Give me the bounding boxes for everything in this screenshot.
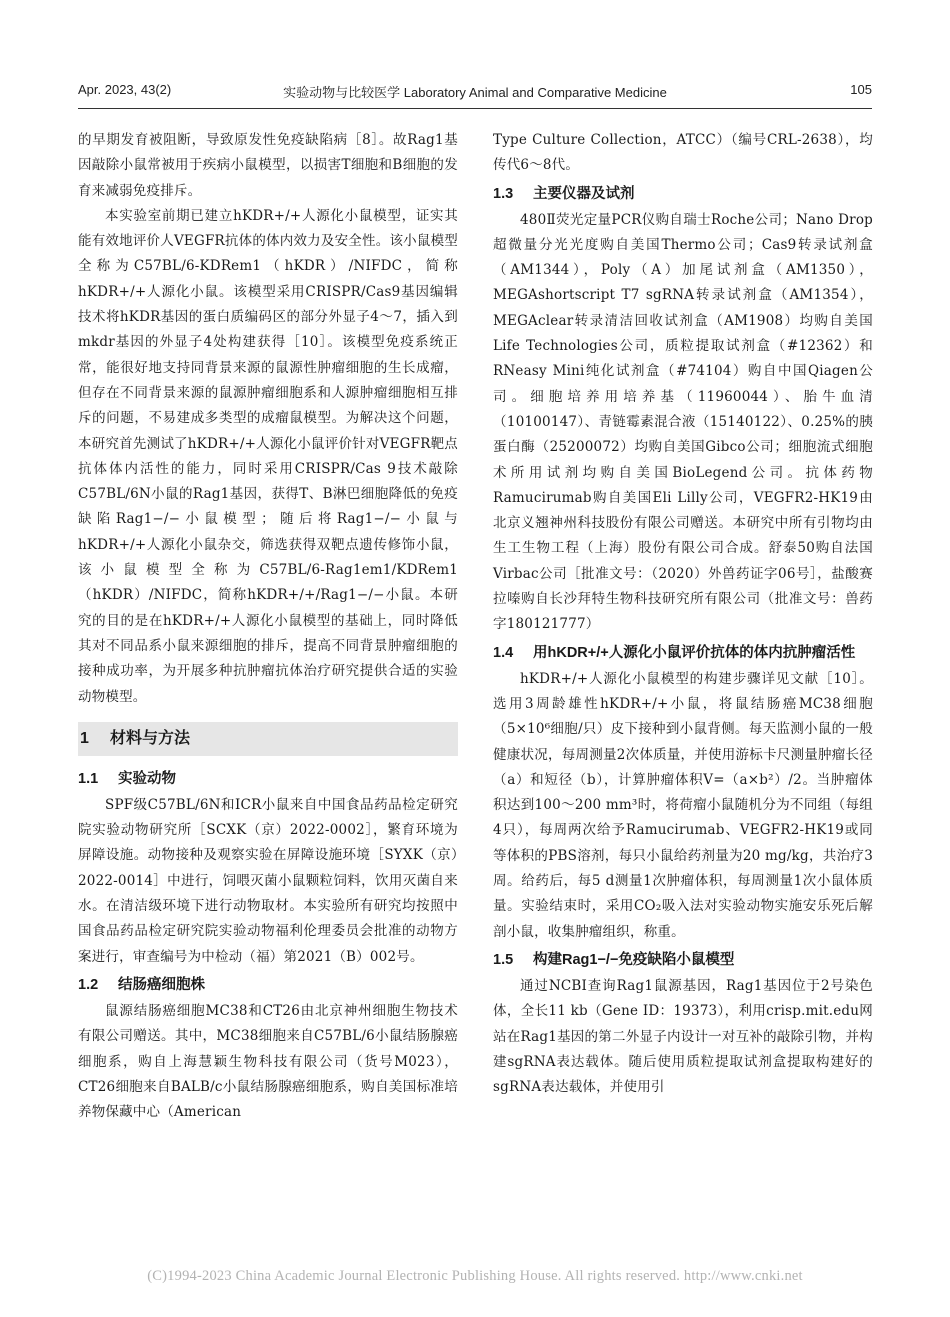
section-heading bbox=[78, 722, 458, 756]
subsection-heading bbox=[78, 972, 458, 998]
paragraph: 480Ⅱ荧光定量PCR仪购自瑞士Roche公司；Nano Drop超微量分光光度购自美国Thermo公司；Cas9转录试剂盒（AM1344），Poly（A）加尾试剂盒（AM1350），MEGAshortscript T7 sgRNA转录试剂盒（AM1354），MEGAclear转录清洁回收试剂盒（AM1908）均购自美国Life Technologies公司，质粒提取试剂盒（#12362）和RNeasy Mini纯化试剂盒（#74104）购自中国Qiagen公司。细胞培养用培养基（11960044）、胎牛血清（10100147）、青链霉素混合液（15140122）、0.25%的胰蛋白酶（25200072）均购自美国Gibco公司；细胞流式细胞术所用试剂均购自美国BioLegend公司。抗体药物Ramucirumab购自美国Eli Lilly公司，VEGFR2-HK19由北京义翘神州科技股份有限公司赠送。本研究中所有引物均由生工生物工程（上海）股份有限公司合成。舒泰50购自法国Virbac公司［批准文号：（2020）外兽药证字06号］，盐酸赛拉嗪购自长沙拜特生物科技研究所有限公司（批准文号：兽药字180121777） bbox=[493, 211, 873, 633]
subsection-title: 构建Rag1−/−免疫缺陷小鼠模型 bbox=[533, 951, 735, 968]
paragraph: 本实验室前期已建立hKDR+/+人源化小鼠模型，证实其能有效地评价人VEGFR抗体的体内效力及安全性。该小鼠模型全称为C57BL/6-KDRem1（hKDR）/NIFDC，简称hKDR+/+人源化小鼠。该模型采用CRISPR/Cas9基因编辑技术将hKDR基因的蛋白质编码区的部分外显子4～7，插入到mkdr基因的外显子4处构建获得［10］。该模型免疫系统正常，能很好地支持同背景来源的鼠源性肿瘤细胞的生长成瘤，但存在不同背景来源的鼠源肿瘤细胞系和人源肿瘤细胞相互排斥的问题，不易建成多类型的成瘤鼠模型。为解决这个问题，本研究首先测试了hKDR+/+人源化小鼠评价针对VEGFR靶点抗体体内活性的能力，同时采用CRISPR/Cas 9技术敲除C57BL/6N小鼠的Rag1基因，获得T、B淋巴细胞降低的免疫缺陷Rag1−/−小鼠模型；随后将Rag1−/−小鼠与hKDR+/+人源化小鼠杂交，筛选获得双靶点遗传修饰小鼠，该小鼠模型全称为C57BL/6-Rag1em1/KDRem1（hKDR）/NIFDC，简称hKDR+/+/Rag1−/−小鼠。本研究的目的是在hKDR+/+人源化小鼠模型的基础上，同时降低其对不同品系小鼠来源细胞的排斥，提高不同背景肿瘤细胞的接种成功率，为开展多种抗肿瘤抗体治疗研究提供合适的实验动物模型。 bbox=[78, 207, 458, 705]
right-column bbox=[493, 128, 873, 1100]
subsection-number: 1.1 bbox=[78, 770, 99, 787]
copyright-footer: (C)1994-2023 China Academic Journal Electronic Publishing House. All rights reserved. http://www.cnki.net bbox=[147, 1268, 803, 1284]
subsection-title: 结肠癌细胞株 bbox=[118, 976, 205, 993]
running-header bbox=[78, 82, 872, 104]
subsection-title: 实验动物 bbox=[118, 770, 176, 787]
journal-title: 实验动物与比较医学 Laboratory Animal and Comparative Medicine bbox=[283, 85, 667, 100]
header-rule bbox=[78, 108, 872, 109]
subsection-number: 1.2 bbox=[78, 976, 99, 993]
subsection-number: 1.3 bbox=[493, 185, 514, 202]
subsection-number: 1.5 bbox=[493, 951, 514, 968]
issue-info: Apr. 2023, 43(2) bbox=[78, 82, 172, 97]
subsection-heading bbox=[78, 766, 458, 792]
paragraph: Type Culture Collection，ATCC）（编号CRL-2638），均传代6～8代。 bbox=[493, 132, 873, 174]
paragraph: hKDR+/+人源化小鼠模型的构建步骤详见文献［10］。选用3周龄雄性hKDR+/+小鼠，将鼠结肠癌MC38细胞（5×10⁶细胞/只）皮下接种到小鼠背侧。每天监测小鼠的一般健康状况，每周测量2次体质量，并使用游标卡尺测量肿瘤长径（a）和短径（b），计算肿瘤体积V=（a×b²）/2。当肿瘤体积达到100～200 mm³时，将荷瘤小鼠随机分为不同组（每组4只），每周两次给予Ramucirumab、VEGFR2-HK19或同等体积的PBS溶剂，每只小鼠给药剂量为20 mg/kg，共治疗3周。给药后，每5 d测量1次肿瘤体积，每周测量1次小鼠体质量。实验结束时，采用CO₂吸入法对实验动物实施安乐死后解剖小鼠，收集肿瘤组织，称重。 bbox=[493, 670, 873, 940]
paragraph: 鼠源结肠癌细胞MC38和CT26由北京神州细胞生物技术有限公司赠送。其中，MC38细胞来自C57BL/6小鼠结肠腺癌细胞系，购自上海慧颖生物科技有限公司（货号M023），CT26细胞来自BALB/c小鼠结肠腺癌细胞系，购自美国标准培养物保藏中心（American bbox=[78, 1002, 458, 1121]
subsection-title: 主要仪器及试剂 bbox=[533, 185, 635, 202]
subsection-heading bbox=[493, 181, 873, 207]
subsection-heading bbox=[493, 640, 873, 666]
section-number: 1 bbox=[80, 729, 89, 747]
left-column bbox=[78, 128, 458, 1125]
paragraph: 通过NCBI查询Rag1鼠源基因，Rag1基因位于2号染色体，全长11 kb（Gene ID：19373），利用crisp.mit.edu网站在Rag1基因的第二外显子内设计一对互补的敲除引物，并构建sgRNA表达载体。随后使用质粒提取试剂盒提取构建好的sgRNA表达载体，并使用引 bbox=[493, 977, 873, 1096]
subsection-number: 1.4 bbox=[493, 644, 514, 661]
section-title: 材料与方法 bbox=[110, 729, 191, 747]
paragraph: 的早期发育被阻断，导致原发性免疫缺陷病［8］。故Rag1基因敲除小鼠常被用于疾病小鼠模型，以损害T细胞和B细胞的发育来减弱免疫排斥。 bbox=[78, 132, 458, 199]
subsection-title: 用hKDR+/+人源化小鼠评价抗体的体内抗肿瘤活性 bbox=[533, 644, 856, 661]
page-number: 105 bbox=[850, 82, 872, 97]
subsection-heading bbox=[493, 947, 873, 973]
paragraph: SPF级C57BL/6N和ICR小鼠来自中国食品药品检定研究院实验动物研究所［SCXK（京）2022-0002］，繁育环境为屏障设施。动物接种及观察实验在屏障设施环境［SYXK（京）2022-0014］中进行，饲喂灭菌小鼠颗粒饲料，饮用灭菌自来水。在清洁级环境下进行动物取材。本实验所有研究均按照中国食品药品检定研究院实验动物福利伦理委员会批准的动物方案进行，审查编号为中检动（福）第2021（B）002号。 bbox=[78, 796, 458, 965]
